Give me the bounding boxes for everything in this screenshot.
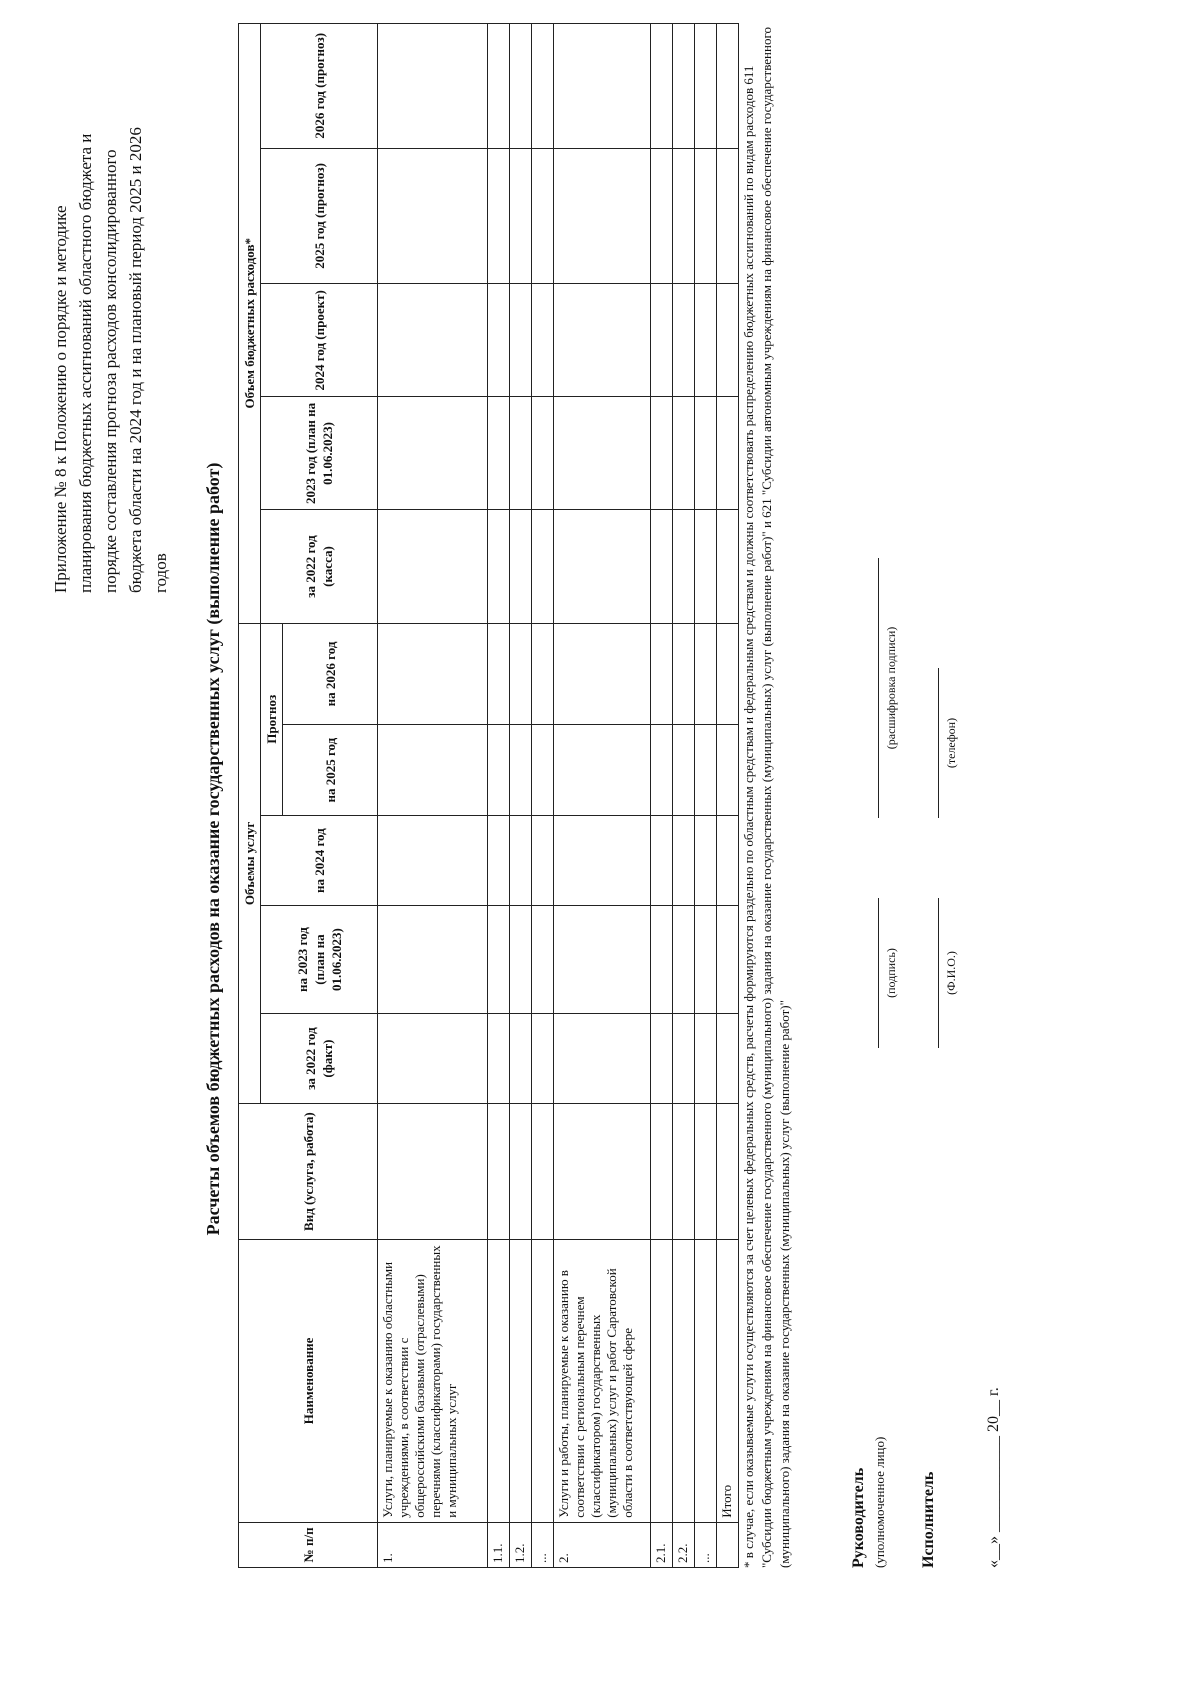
annex-line: бюджета области на 2024 год и на плановый период 2025 и 2026 [126,127,145,593]
annex-line: Приложение № 8 к Положению о порядке и методике [51,205,70,593]
header-v2026: на 2026 год [283,623,378,725]
table-row [554,24,651,1568]
table-row [673,24,695,1568]
header-name: Наименование [239,1240,378,1523]
header-b2025: 2025 год (прогноз) [261,148,378,284]
row-num: 2. [554,1522,651,1567]
calculation-table [238,23,739,1568]
annex-line: годов [151,553,170,593]
header-volumes: Объемы услуг [239,623,261,1104]
row-name: Итого [717,1240,739,1523]
header-v2025: на 2025 год [283,725,378,815]
row-num: ... [695,1522,717,1567]
decoding-line [878,558,879,818]
head-sublabel: (уполномоченное лицо) [872,1436,887,1568]
row-num: 1.2. [510,1522,532,1567]
table-row [488,24,510,1568]
row-name: Услуги, планируемые к оказанию областными учреждениями, в соответствии с общероссийскими базовыми (отраслевыми) перечнями (классификаторами) государственных и муниципальных услуг [378,1240,488,1523]
table-row [532,24,554,1568]
header-b2023: 2023 год (план на 01.06.2023) [261,397,378,510]
row-num: 2.1. [651,1522,673,1567]
row-name [673,1240,695,1523]
table-row-total [717,24,739,1568]
signature-line [878,898,879,1048]
header-b2022: за 2022 год (касса) [261,510,378,623]
header-v2023: на 2023 год (план на 01.06.2023) [261,906,378,1013]
date-line: «__» ____________ 20__ г. [985,1387,1002,1568]
annex-note [48,113,173,593]
footnote: * в случае, если оказываемые услуги осуществляются за счет целевых федеральных средств, расчеты формируются раздельно по областным средствам и федеральным средствам и должны соответствовать распределению бюджетных ассигнований по видам расходов 611 "Субсидии бюджетным учреждениям на финансовое обеспечение государственного (муниципального) задания на оказание государственных (муниципальных) услуг (выполнение работ)" и 621 "Субсидии автономным учреждениям на финансовое обеспечение государственного (муниципального) задания на оказание государственных (муниципальных) услуг (выполнение работ)" [741,27,792,1568]
fio-caption: (Ф.И.О.) [944,951,958,995]
phone-line [938,668,939,818]
annex-line: порядке составления прогноза расходов консолидированного [101,149,120,593]
header-kind: Вид (услуга, работа) [239,1104,378,1240]
table-row [695,24,717,1568]
row-name [510,1240,532,1523]
row-num: 2.2. [673,1522,695,1567]
header-v2022: за 2022 год (факт) [261,1013,378,1103]
row-num: 1. [378,1522,488,1567]
table-row [378,24,488,1568]
header-b2024: 2024 год (проект) [261,284,378,397]
annex-line: планирования бюджетных ассигнований областного бюджета и [76,133,95,593]
header-v2024: на 2024 год [261,815,378,905]
row-num: 1.1. [488,1522,510,1567]
head-label: Руководитель [850,1467,867,1568]
row-name [488,1240,510,1523]
header-num: № п/п [239,1522,378,1567]
phone-caption: (телефон) [944,717,958,769]
row-num: ... [532,1522,554,1567]
header-budget: Объем бюджетных расходов* [239,24,261,624]
table-row [510,24,532,1568]
document-title: Расчеты объемов бюджетных расходов на оказание государственных услуг (выполнение работ) [203,462,223,1236]
row-name [695,1240,717,1523]
row-name: Услуги и работы, планируемые к оказанию в соответствии с региональным перечнем (классификатором) государственных (муниципальных) услуг и работ Саратовской области в соответствующей сфере [554,1240,651,1523]
row-name [651,1240,673,1523]
row-num [717,1522,739,1567]
decoding-caption: (расшифровка подписи) [884,626,898,750]
fio-line [938,898,939,1048]
executor-label: Исполнитель [920,1471,937,1568]
header-b2026: 2026 год (прогноз) [261,24,378,149]
row-name [532,1240,554,1523]
header-forecast: Прогноз [261,623,283,815]
signature-caption: (подпись) [884,948,898,998]
table-row [651,24,673,1568]
